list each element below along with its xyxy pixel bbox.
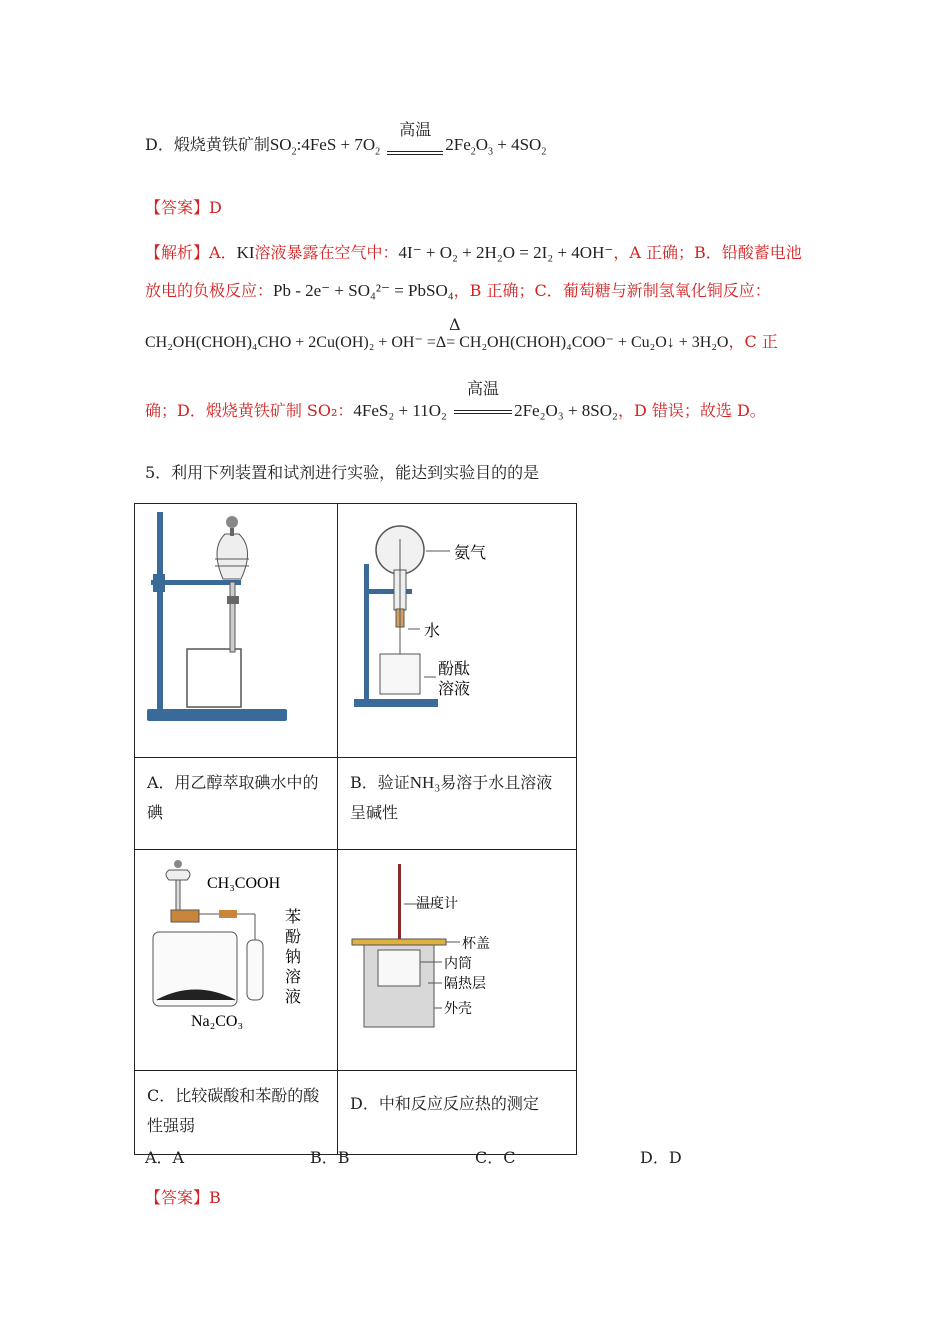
cell-a-caption: A．用乙醇萃取碘水中的碘 (135, 758, 338, 850)
label-phenolate-2: 酚 (285, 927, 302, 946)
condition-high-temp-2: 高温 (452, 401, 514, 421)
cell-a-figure (135, 504, 338, 758)
label-acetic-acid: CH₃COOH (207, 875, 281, 892)
label-phenolate-5: 液 (285, 987, 302, 1006)
label-phenolate-3: 钠 (285, 947, 302, 966)
acid-strength-figure (135, 850, 337, 1066)
label-shell: 外壳 (444, 1001, 472, 1017)
label-inner-cylinder: 内筒 (444, 956, 472, 972)
label-thermometer: 温度计 (416, 896, 458, 912)
cell-d-caption: D．中和反应反应热的测定 (338, 1071, 577, 1155)
option-d-line (145, 120, 547, 162)
label-phenolphthalein: 酚酞 (438, 659, 471, 678)
option-d-lhs: $4FeS + 7O_2$ (301, 135, 381, 158)
label-solution: 溶液 (438, 679, 471, 698)
condition-high-temp: 高温 (385, 142, 445, 162)
cell-b-figure (338, 504, 577, 758)
cell-d-figure (338, 850, 577, 1071)
option-d-rhs: $2Fe_2O_3 + 4SO_2$ (445, 135, 547, 158)
label-ammonia: 氨气 (454, 543, 487, 562)
label-sodium-carbonate: Na₂CO₃ (191, 1013, 244, 1030)
analysis-line-4: 确；D．煅烧黄铁矿制 SO₂：4FeS₂ + 11O₂ 高温 2Fe₂O₃ + 8SO₂，D 错误；故选 D。 (145, 379, 766, 420)
choice-b[interactable]: B．B (310, 1148, 350, 1167)
cell-c-figure (135, 850, 338, 1071)
fountain-experiment-figure (338, 504, 576, 753)
cell-c-caption: C．比较碳酸和苯酚的酸性强弱 (135, 1071, 338, 1155)
choice-d[interactable]: D．D (640, 1148, 682, 1167)
label-lid: 杯盖 (462, 936, 490, 952)
delta-symbol: Δ (449, 315, 461, 334)
answer-1: 【答案】D (145, 198, 222, 217)
analysis-line-2: 放电的负极反应：Pb - 2e⁻ + SO₄²⁻ = PbSO₄，B 正确；C．葡萄糖与新制氢氧化铜反应： (145, 281, 771, 300)
label-phenolate-4: 溶 (285, 967, 302, 986)
option-d-label: D．煅烧黄铁矿制 (145, 135, 270, 154)
calorimeter-figure (338, 850, 576, 1066)
answer-2: 【答案】B (145, 1188, 221, 1207)
separatory-funnel-figure (135, 504, 337, 753)
apparatus-table (134, 503, 577, 1155)
analysis-line-1: 【解析】A．KI溶液暴露在空气中：4I⁻ + O₂ + 2H₂O = 2I₂ + 4OH⁻，A 正确；B．铅酸蓄电池 (145, 243, 802, 262)
question-5: 5．利用下列装置和试剂进行实验，能达到实验目的的是 (145, 463, 540, 482)
analysis-line-3: CH₂OH(CHOH)₄CHO + 2Cu(OH)₂ + OH⁻ =Δ= CH₂OH(CHOH)₄COO⁻ + Cu₂O↓ + 3H₂O，C 正 (145, 332, 778, 351)
cell-b-caption: B．验证NH₃易溶于水且溶液呈碱性 (338, 758, 577, 850)
choice-a[interactable]: A．A (145, 1148, 185, 1167)
label-insulation: 隔热层 (444, 976, 486, 992)
option-d-so2: $SO_2$: (269, 135, 302, 158)
choice-c[interactable]: C．C (475, 1148, 516, 1167)
label-water: 水 (424, 621, 441, 640)
label-phenolate-1: 苯 (285, 907, 302, 926)
